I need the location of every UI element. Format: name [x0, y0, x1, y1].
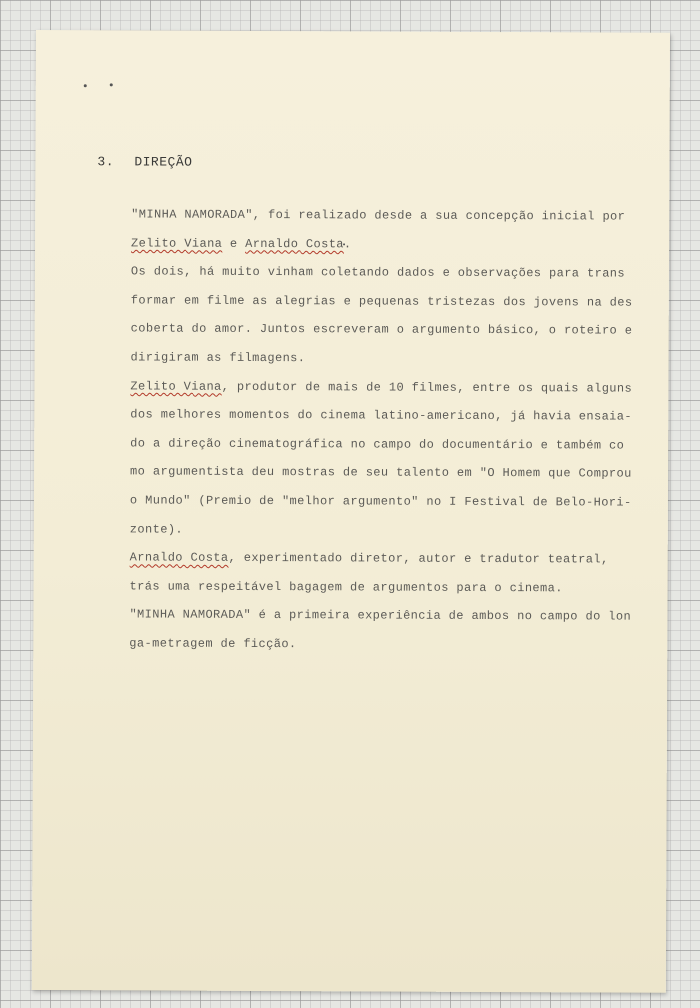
typewritten-page [32, 30, 670, 993]
text-line [131, 200, 626, 231]
text-segment: zonte). [129, 521, 184, 537]
text-line [130, 515, 616, 546]
text-segment: "MINHA NAMORADA" é a primeira experiência de ambos no campo do lon [129, 607, 632, 624]
text-segment: Os dois, há muito vinham coletando dados e observações para trans [130, 264, 626, 281]
text-segment: , produtor de mais de 10 filmes, entre os quais alguns [221, 379, 633, 396]
text-line [129, 486, 632, 517]
text-segment: "MINHA NAMORADA", foi realizado desde a sua concepção inicial por [131, 207, 626, 224]
text-line [130, 372, 633, 403]
text-line [129, 629, 615, 660]
text-line [130, 286, 633, 317]
text-segment: , experimentado diretor, autor e tradutor teatral, [228, 550, 609, 567]
text-segment: mo argumentista deu mostras de seu talento em "O Homem que Comprou [130, 464, 632, 481]
section-title: DIREÇÃO [134, 154, 193, 170]
text-segment: dirigiram as filmagens. [130, 350, 306, 366]
body-text [129, 200, 633, 660]
text-segment: coberta do amor. Juntos escreveram o argumento básico, o roteiro e [130, 321, 633, 338]
page-mark [84, 84, 87, 87]
text-segment: do a direção cinematográfica no campo do documentário e também co [130, 436, 625, 453]
text-segment: ga-metragem de ficção. [129, 636, 297, 652]
text-segment: e [222, 236, 246, 251]
section-number: 3. [97, 154, 115, 170]
text-line [130, 258, 626, 289]
text-line [130, 544, 616, 575]
section-heading [97, 154, 192, 169]
text-line [130, 429, 625, 460]
underlined-name: Zelito Viana [131, 236, 223, 251]
page-mark [110, 83, 113, 86]
text-line [131, 343, 617, 374]
text-line [130, 458, 632, 489]
text-segment: dos melhores momentos do cinema latino-americano, já havia ensaia- [130, 407, 633, 424]
text-line [129, 601, 632, 632]
text-segment: formar em filme as alegrias e pequenas tristezas dos jovens na des [130, 293, 633, 310]
text-segment: o Mundo" (Premio de "melhor argumento" no I Festival de Belo-Hori- [129, 493, 632, 510]
underlined-name: Arnaldo Costa [129, 550, 229, 565]
text-line [130, 401, 633, 432]
underlined-name: Zelito Viana [130, 378, 222, 394]
underlined-name: Arnaldo Costa [245, 236, 344, 251]
text-line [130, 315, 633, 346]
text-line [130, 572, 616, 603]
text-segment: . [343, 236, 352, 251]
text-segment: trás uma respeitável bagagem de argumentos para o cinema. [129, 579, 563, 596]
text-line [131, 229, 617, 260]
